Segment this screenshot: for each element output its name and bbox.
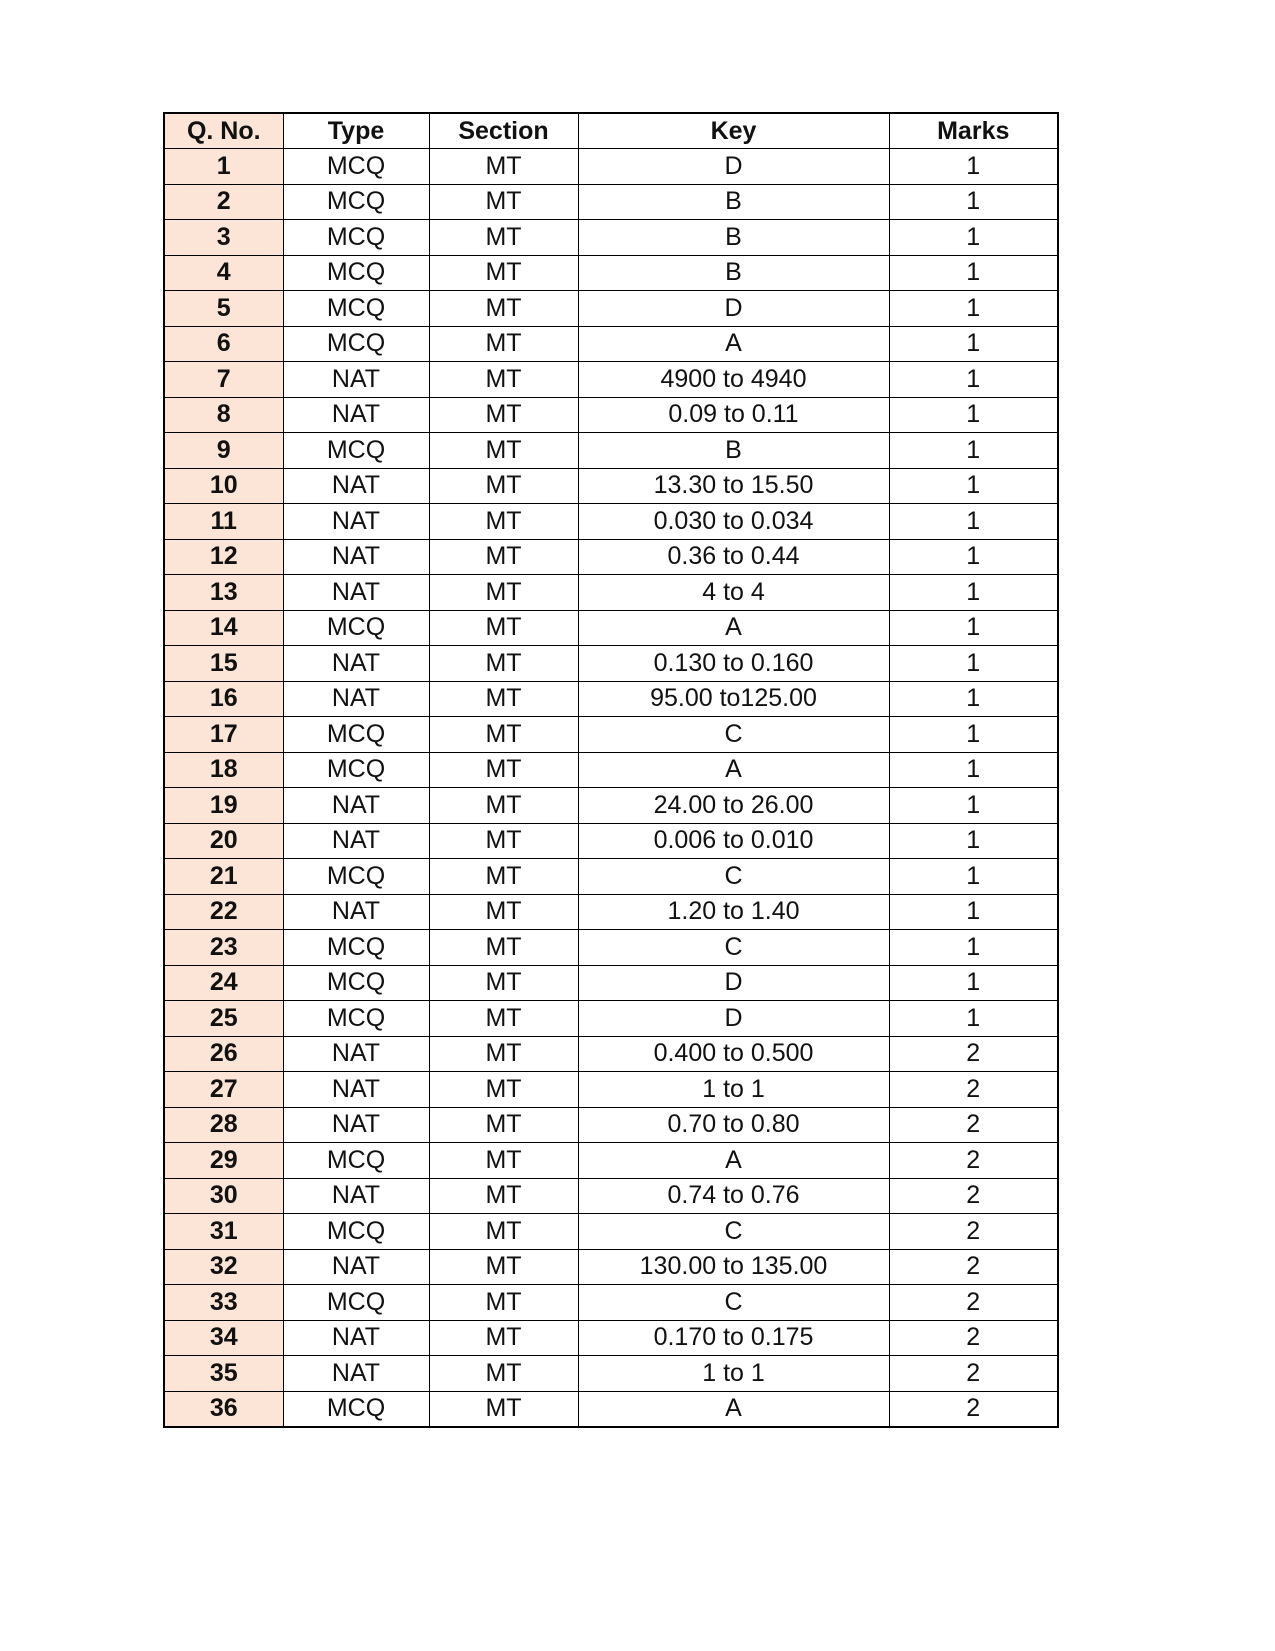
cell-type: NAT xyxy=(283,1072,429,1108)
cell-qno: 14 xyxy=(164,610,283,646)
table-row xyxy=(164,788,1058,824)
cell-type: MCQ xyxy=(283,291,429,327)
cell-qno: 26 xyxy=(164,1036,283,1072)
cell-qno: 32 xyxy=(164,1249,283,1285)
cell-marks: 1 xyxy=(889,788,1058,824)
cell-type: NAT xyxy=(283,468,429,504)
table-row xyxy=(164,575,1058,611)
cell-section: MT xyxy=(429,752,578,788)
cell-key: 4 to 4 xyxy=(578,575,889,611)
cell-section: MT xyxy=(429,1320,578,1356)
cell-key: 0.400 to 0.500 xyxy=(578,1036,889,1072)
cell-qno: 28 xyxy=(164,1107,283,1143)
cell-key: C xyxy=(578,859,889,895)
cell-type: MCQ xyxy=(283,965,429,1001)
cell-section: MT xyxy=(429,1036,578,1072)
table-row xyxy=(164,539,1058,575)
cell-type: NAT xyxy=(283,397,429,433)
table-row xyxy=(164,1036,1058,1072)
cell-key: A xyxy=(578,326,889,362)
table-row xyxy=(164,823,1058,859)
cell-qno: 5 xyxy=(164,291,283,327)
cell-key: A xyxy=(578,1391,889,1427)
cell-marks: 1 xyxy=(889,149,1058,185)
cell-type: NAT xyxy=(283,504,429,540)
header-key: Key xyxy=(578,113,889,149)
cell-section: MT xyxy=(429,149,578,185)
cell-type: MCQ xyxy=(283,1285,429,1321)
table-row xyxy=(164,1285,1058,1321)
cell-marks: 1 xyxy=(889,894,1058,930)
cell-marks: 2 xyxy=(889,1320,1058,1356)
cell-qno: 11 xyxy=(164,504,283,540)
cell-qno: 31 xyxy=(164,1214,283,1250)
cell-key: 1.20 to 1.40 xyxy=(578,894,889,930)
cell-qno: 19 xyxy=(164,788,283,824)
cell-qno: 13 xyxy=(164,575,283,611)
table-row xyxy=(164,965,1058,1001)
cell-type: MCQ xyxy=(283,930,429,966)
table-row xyxy=(164,930,1058,966)
cell-key: D xyxy=(578,149,889,185)
cell-section: MT xyxy=(429,681,578,717)
cell-key: 0.006 to 0.010 xyxy=(578,823,889,859)
cell-section: MT xyxy=(429,1249,578,1285)
cell-section: MT xyxy=(429,610,578,646)
cell-type: MCQ xyxy=(283,1391,429,1427)
cell-qno: 24 xyxy=(164,965,283,1001)
table-row xyxy=(164,220,1058,256)
cell-section: MT xyxy=(429,397,578,433)
cell-section: MT xyxy=(429,1356,578,1392)
table-row xyxy=(164,1178,1058,1214)
cell-key: C xyxy=(578,930,889,966)
cell-qno: 36 xyxy=(164,1391,283,1427)
cell-qno: 35 xyxy=(164,1356,283,1392)
header-row xyxy=(164,113,1058,149)
table-row xyxy=(164,681,1058,717)
cell-marks: 1 xyxy=(889,326,1058,362)
cell-type: NAT xyxy=(283,1320,429,1356)
cell-section: MT xyxy=(429,255,578,291)
cell-key: 0.70 to 0.80 xyxy=(578,1107,889,1143)
cell-section: MT xyxy=(429,504,578,540)
cell-qno: 1 xyxy=(164,149,283,185)
cell-qno: 30 xyxy=(164,1178,283,1214)
cell-type: MCQ xyxy=(283,184,429,220)
cell-type: MCQ xyxy=(283,1001,429,1037)
cell-key: D xyxy=(578,291,889,327)
header-type: Type xyxy=(283,113,429,149)
cell-section: MT xyxy=(429,433,578,469)
cell-qno: 16 xyxy=(164,681,283,717)
cell-section: MT xyxy=(429,1285,578,1321)
cell-section: MT xyxy=(429,184,578,220)
table-row xyxy=(164,717,1058,753)
cell-section: MT xyxy=(429,1001,578,1037)
cell-section: MT xyxy=(429,823,578,859)
cell-qno: 33 xyxy=(164,1285,283,1321)
cell-marks: 2 xyxy=(889,1285,1058,1321)
cell-section: MT xyxy=(429,788,578,824)
cell-key: 130.00 to 135.00 xyxy=(578,1249,889,1285)
cell-marks: 1 xyxy=(889,575,1058,611)
table-row xyxy=(164,1143,1058,1179)
cell-marks: 1 xyxy=(889,504,1058,540)
table-row xyxy=(164,1107,1058,1143)
cell-section: MT xyxy=(429,220,578,256)
cell-qno: 15 xyxy=(164,646,283,682)
table-row xyxy=(164,1356,1058,1392)
cell-type: NAT xyxy=(283,362,429,398)
cell-type: NAT xyxy=(283,788,429,824)
cell-marks: 2 xyxy=(889,1143,1058,1179)
cell-key: D xyxy=(578,965,889,1001)
cell-marks: 1 xyxy=(889,397,1058,433)
table-row xyxy=(164,894,1058,930)
cell-type: NAT xyxy=(283,1178,429,1214)
cell-section: MT xyxy=(429,894,578,930)
cell-marks: 2 xyxy=(889,1072,1058,1108)
cell-type: NAT xyxy=(283,575,429,611)
cell-type: MCQ xyxy=(283,610,429,646)
cell-type: NAT xyxy=(283,823,429,859)
cell-qno: 12 xyxy=(164,539,283,575)
cell-marks: 1 xyxy=(889,681,1058,717)
cell-marks: 1 xyxy=(889,930,1058,966)
cell-marks: 1 xyxy=(889,220,1058,256)
cell-marks: 1 xyxy=(889,859,1058,895)
cell-type: NAT xyxy=(283,1036,429,1072)
cell-key: 1 to 1 xyxy=(578,1072,889,1108)
cell-section: MT xyxy=(429,646,578,682)
table-row xyxy=(164,326,1058,362)
cell-marks: 2 xyxy=(889,1356,1058,1392)
cell-marks: 1 xyxy=(889,752,1058,788)
cell-qno: 4 xyxy=(164,255,283,291)
cell-marks: 1 xyxy=(889,539,1058,575)
cell-type: NAT xyxy=(283,539,429,575)
cell-marks: 1 xyxy=(889,646,1058,682)
table-row xyxy=(164,1072,1058,1108)
cell-qno: 3 xyxy=(164,220,283,256)
cell-key: B xyxy=(578,220,889,256)
cell-qno: 27 xyxy=(164,1072,283,1108)
table-row xyxy=(164,1214,1058,1250)
table-row xyxy=(164,1320,1058,1356)
cell-key: A xyxy=(578,610,889,646)
cell-type: NAT xyxy=(283,646,429,682)
cell-key: A xyxy=(578,1143,889,1179)
cell-key: 4900 to 4940 xyxy=(578,362,889,398)
cell-key: B xyxy=(578,184,889,220)
cell-section: MT xyxy=(429,930,578,966)
cell-qno: 8 xyxy=(164,397,283,433)
cell-key: 13.30 to 15.50 xyxy=(578,468,889,504)
cell-qno: 17 xyxy=(164,717,283,753)
cell-type: MCQ xyxy=(283,1143,429,1179)
cell-section: MT xyxy=(429,859,578,895)
cell-qno: 21 xyxy=(164,859,283,895)
cell-key: 0.130 to 0.160 xyxy=(578,646,889,682)
cell-key: 24.00 to 26.00 xyxy=(578,788,889,824)
cell-section: MT xyxy=(429,291,578,327)
cell-marks: 2 xyxy=(889,1178,1058,1214)
table-row xyxy=(164,291,1058,327)
cell-type: MCQ xyxy=(283,255,429,291)
table-row xyxy=(164,1001,1058,1037)
cell-marks: 1 xyxy=(889,1001,1058,1037)
cell-marks: 1 xyxy=(889,433,1058,469)
table-row xyxy=(164,362,1058,398)
cell-key: C xyxy=(578,717,889,753)
table-header xyxy=(164,113,1058,149)
cell-qno: 20 xyxy=(164,823,283,859)
table-row xyxy=(164,752,1058,788)
answer-key-table xyxy=(163,112,1059,1428)
cell-section: MT xyxy=(429,1072,578,1108)
table-row xyxy=(164,646,1058,682)
cell-section: MT xyxy=(429,468,578,504)
cell-marks: 2 xyxy=(889,1391,1058,1427)
cell-qno: 23 xyxy=(164,930,283,966)
cell-qno: 22 xyxy=(164,894,283,930)
cell-section: MT xyxy=(429,539,578,575)
cell-qno: 6 xyxy=(164,326,283,362)
cell-type: MCQ xyxy=(283,433,429,469)
cell-key: D xyxy=(578,1001,889,1037)
cell-section: MT xyxy=(429,1178,578,1214)
table-row xyxy=(164,433,1058,469)
cell-type: NAT xyxy=(283,1107,429,1143)
cell-key: 95.00 to125.00 xyxy=(578,681,889,717)
cell-type: MCQ xyxy=(283,717,429,753)
cell-marks: 1 xyxy=(889,965,1058,1001)
cell-qno: 7 xyxy=(164,362,283,398)
header-qno: Q. No. xyxy=(164,113,283,149)
cell-type: MCQ xyxy=(283,149,429,185)
cell-type: MCQ xyxy=(283,859,429,895)
cell-section: MT xyxy=(429,362,578,398)
cell-type: NAT xyxy=(283,1249,429,1285)
cell-section: MT xyxy=(429,1391,578,1427)
cell-qno: 34 xyxy=(164,1320,283,1356)
cell-type: MCQ xyxy=(283,220,429,256)
table-body xyxy=(164,149,1058,1427)
cell-marks: 2 xyxy=(889,1249,1058,1285)
cell-section: MT xyxy=(429,1143,578,1179)
cell-section: MT xyxy=(429,1214,578,1250)
table-row xyxy=(164,149,1058,185)
cell-qno: 25 xyxy=(164,1001,283,1037)
cell-marks: 1 xyxy=(889,823,1058,859)
cell-section: MT xyxy=(429,717,578,753)
cell-type: NAT xyxy=(283,681,429,717)
cell-section: MT xyxy=(429,965,578,1001)
cell-qno: 18 xyxy=(164,752,283,788)
cell-type: MCQ xyxy=(283,1214,429,1250)
cell-marks: 1 xyxy=(889,468,1058,504)
cell-marks: 1 xyxy=(889,610,1058,646)
cell-type: MCQ xyxy=(283,752,429,788)
header-section: Section xyxy=(429,113,578,149)
cell-section: MT xyxy=(429,1107,578,1143)
cell-key: B xyxy=(578,255,889,291)
cell-key: C xyxy=(578,1285,889,1321)
cell-qno: 2 xyxy=(164,184,283,220)
cell-marks: 2 xyxy=(889,1107,1058,1143)
cell-type: NAT xyxy=(283,894,429,930)
table-row xyxy=(164,859,1058,895)
cell-marks: 1 xyxy=(889,291,1058,327)
table-row xyxy=(164,468,1058,504)
cell-marks: 2 xyxy=(889,1036,1058,1072)
cell-key: 0.09 to 0.11 xyxy=(578,397,889,433)
cell-qno: 10 xyxy=(164,468,283,504)
cell-marks: 1 xyxy=(889,362,1058,398)
cell-marks: 1 xyxy=(889,184,1058,220)
cell-qno: 9 xyxy=(164,433,283,469)
cell-type: MCQ xyxy=(283,326,429,362)
table-row xyxy=(164,610,1058,646)
header-marks: Marks xyxy=(889,113,1058,149)
table-row xyxy=(164,184,1058,220)
table-row xyxy=(164,504,1058,540)
cell-marks: 1 xyxy=(889,717,1058,753)
cell-key: 1 to 1 xyxy=(578,1356,889,1392)
cell-type: NAT xyxy=(283,1356,429,1392)
cell-key: 0.36 to 0.44 xyxy=(578,539,889,575)
cell-marks: 2 xyxy=(889,1214,1058,1250)
cell-key: 0.030 to 0.034 xyxy=(578,504,889,540)
cell-key: 0.74 to 0.76 xyxy=(578,1178,889,1214)
cell-key: B xyxy=(578,433,889,469)
cell-key: 0.170 to 0.175 xyxy=(578,1320,889,1356)
table-row xyxy=(164,1249,1058,1285)
cell-section: MT xyxy=(429,575,578,611)
cell-key: A xyxy=(578,752,889,788)
table-row xyxy=(164,397,1058,433)
table-row xyxy=(164,255,1058,291)
cell-marks: 1 xyxy=(889,255,1058,291)
cell-key: C xyxy=(578,1214,889,1250)
cell-section: MT xyxy=(429,326,578,362)
table-row xyxy=(164,1391,1058,1427)
cell-qno: 29 xyxy=(164,1143,283,1179)
